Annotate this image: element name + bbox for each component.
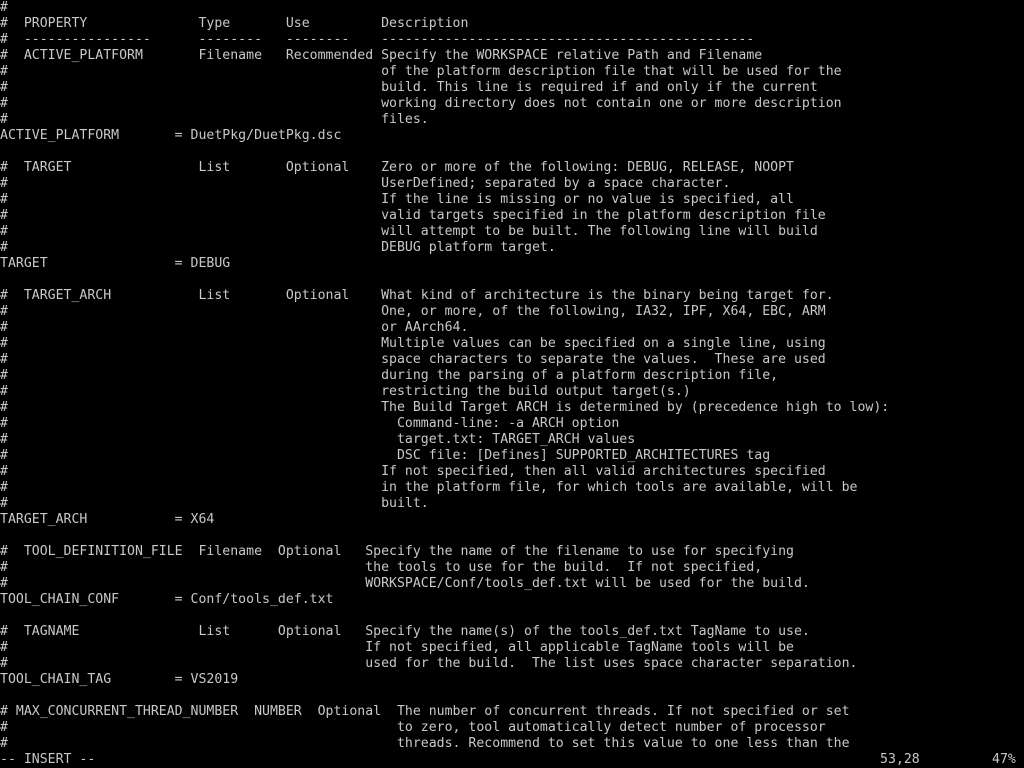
editor-line[interactable]: # DSC file: [Defines] SUPPORTED_ARCHITECTURES tag — [0, 448, 771, 463]
editor-line[interactable]: # One, or more, of the following, IA32, IPF, X64, EBC, ARM — [0, 304, 826, 319]
editor-line[interactable]: # used for the build. The list uses space character separation. — [0, 656, 858, 671]
editor-line[interactable]: # during the parsing of a platform description file, — [0, 368, 779, 383]
editor-line[interactable]: # TOOL_DEFINITION_FILE Filename Optional Specify the name of the filename to use for specifying — [0, 544, 794, 559]
editor-line[interactable]: # files. — [0, 112, 429, 127]
editor-line[interactable]: # TARGET List Optional Zero or more of the following: DEBUG, RELEASE, NOOPT — [0, 160, 794, 175]
editor-line[interactable]: # MAX_CONCURRENT_THREAD_NUMBER NUMBER Optional The number of concurrent threads. If not specified or set — [0, 704, 850, 719]
editor-line[interactable]: # to zero, tool automatically detect number of processor — [0, 720, 826, 735]
editor-line[interactable]: # in the platform file, for which tools are available, will be — [0, 480, 858, 495]
editor-line[interactable]: TARGET = DEBUG — [0, 256, 231, 271]
editor-line[interactable]: # Command-line: -a ARCH option — [0, 416, 620, 431]
editor-line[interactable]: # If not specified, all applicable TagName tools will be — [0, 640, 794, 655]
editor-line[interactable]: # will attempt to be built. The following line will build — [0, 224, 818, 239]
editor-line[interactable]: # The Build Target ARCH is determined by (precedence high to low): — [0, 400, 890, 415]
editor-line[interactable]: # WORKSPACE/Conf/tools_def.txt will be used for the build. — [0, 576, 810, 591]
editor-line[interactable]: TOOL_CHAIN_TAG = VS2019 — [0, 672, 239, 687]
scroll-percent: 47% — [992, 752, 1016, 767]
editor-line[interactable]: # ---------------- -------- -------- ----------------------------------------------- — [0, 32, 755, 47]
editor-line[interactable]: TOOL_CHAIN_CONF = Conf/tools_def.txt — [0, 592, 334, 607]
editor-line[interactable]: TARGET_ARCH = X64 — [0, 512, 215, 527]
cursor-position: 53,28 — [880, 752, 920, 767]
editor-line[interactable]: # target.txt: TARGET_ARCH values — [0, 432, 636, 447]
editor-line[interactable]: # restricting the build output target(s.) — [0, 384, 691, 399]
editor-line[interactable]: # valid targets specified in the platform description file — [0, 208, 826, 223]
editor-line[interactable]: # or AArch64. — [0, 320, 469, 335]
editor-line[interactable]: # PROPERTY Type Use Description — [0, 16, 469, 31]
editor-line[interactable]: # DEBUG platform target. — [0, 240, 556, 255]
editor-line[interactable]: ACTIVE_PLATFORM = DuetPkg/DuetPkg.dsc — [0, 128, 342, 143]
editor-line[interactable]: # of the platform description file that will be used for the — [0, 64, 842, 79]
editor-line[interactable]: # build. This line is required if and only if the current — [0, 80, 818, 95]
editor-line[interactable]: # built. — [0, 496, 429, 511]
mode-indicator: -- INSERT -- — [0, 752, 96, 767]
editor-line[interactable]: # ACTIVE_PLATFORM Filename Recommended Specify the WORKSPACE relative Path and Filename — [0, 48, 763, 63]
editor-line[interactable]: # If the line is missing or no value is specified, all — [0, 192, 794, 207]
editor-line[interactable]: # space characters to separate the values. These are used — [0, 352, 826, 367]
editor-line[interactable]: # TAGNAME List Optional Specify the name(s) of the tools_def.txt TagName to use. — [0, 624, 810, 639]
status-line — [0, 752, 1024, 768]
editor-line[interactable]: # working directory does not contain one or more description — [0, 96, 842, 111]
editor-line[interactable]: # TARGET_ARCH List Optional What kind of architecture is the binary being target for. — [0, 288, 834, 303]
editor-line[interactable]: # — [0, 0, 8, 15]
editor-line[interactable]: # If not specified, then all valid architectures specified — [0, 464, 826, 479]
editor-line[interactable]: # threads. Recommend to set this value to one less than the — [0, 736, 850, 751]
editor-line[interactable]: # Multiple values can be specified on a single line, using — [0, 336, 826, 351]
editor-line[interactable]: # UserDefined; separated by a space character. — [0, 176, 731, 191]
editor-line[interactable]: # the tools to use for the build. If not specified, — [0, 560, 763, 575]
